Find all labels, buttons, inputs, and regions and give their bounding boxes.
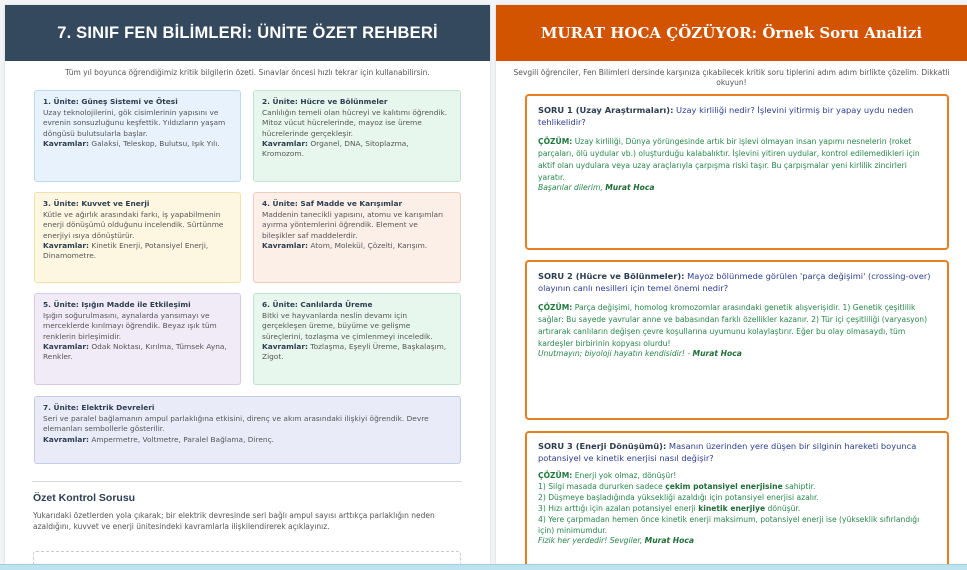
unit-title: 5. Ünite: Işığın Madde ile Etkileşimi [43,300,191,309]
unit-text: Işığın soğurulmasını, aynalarda yansımayı ve merceklerde kırılmayı öğrendik. Beyaz ışık tüm renklerin birleşimidir. [43,311,217,341]
signature: Başarılar dilerim, Murat Hoca [538,183,655,193]
unit-keywords: Kavramlar: Kinetik Enerji, Potansiyel Enerji, Dinamometre. [43,240,209,261]
example-solutions-panel [496,5,967,564]
unit-card-6 [253,293,461,385]
unit-text: Bitki ve hayvanlarda neslin devamı için gerçekleşen üreme, büyüme ve gelişme süreçlerini, tozlaşma ve çimlenmeyi inceledik. [262,311,433,341]
section-divider [32,481,462,482]
solution-text: ÇÖZÜM: Uzay kirliliği, Dünya yörüngesinde artık bir işlevi olmayan insan yapımı nesnelerin (roket parçaları, ölü uydular vb.) oluşturduğu kalabalıktır. İşlevini yitiren uydular, kontrol edilemedikleri için aktif olan uydulara veya uzay araçlarıyla çarpışma riski taşır. Bu çarpışmalar yeni kirlilik zincirleri yaratır. [538,137,920,182]
unit-keywords: Kavramlar: Atom, Molekül, Çözelti, Karışım. [262,240,428,250]
unit-card-7 [34,396,461,464]
question-box-1 [525,94,949,250]
question-box-2 [525,260,949,420]
unit-card-5 [34,293,241,385]
answer-area[interactable] [33,551,461,564]
example-solutions-title: MURAT HOCA ÇÖZÜYOR: Örnek Soru Analizi [496,5,967,61]
unit-card-4 [253,192,461,283]
unit-card-2 [253,90,461,182]
summary-guide-intro: Tüm yıl boyunca öğrendiğimiz kritik bilgilerin özeti. Sınavlar öncesi hızlı tekrar için kullanabilirsin. [65,68,430,77]
unit-keywords: Kavramlar: Galaksi, Teleskop, Bulutsu, Işık Yılı. [43,138,220,148]
unit-title: 4. Ünite: Saf Madde ve Karışımlar [262,199,403,208]
unit-keywords: Kavramlar: Odak Noktası, Kırılma, Tümsek Ayna, Renkler. [43,341,227,362]
unit-text: Kütle ve ağırlık arasındaki farkı, iş yapabilmenin enerji dönüşümü olduğunu incelendik. Sürtünme enerjiyi ısıya dönüştürür. [43,210,224,240]
summary-guide-title: 7. SINIF FEN BİLİMLERİ: ÜNİTE ÖZET REHBERİ [5,5,490,61]
unit-text: Maddenin tanecikli yapısını, atomu ve karışımları ayırma yöntemlerini öğrendik. Element ve bileşikler saf maddelerdir. [262,210,444,240]
unit-title: 7. Ünite: Elektrik Devreleri [43,403,155,412]
question-text: SORU 1 (Uzay Araştırmaları): Uzay kirliliği nedir? İşlevini yitirmiş bir yapay uydu neden tehlikelidir? [538,105,914,127]
control-question-text: Yukarıdaki özetlerden yola çıkarak; bir elektrik devresinde seri bağlı ampul sayısı arttıkça parlaklığın neden azaldığını, kuvvet ve enerji ünitesindeki kavramlarla ilişkilendirerek açıklayınız. [33,511,435,531]
control-question-title: Özet Kontrol Sorusu [33,492,136,504]
summary-guide-panel [5,5,490,564]
question-text: SORU 3 (Enerji Dönüşümü): Masanın üzerinden yere düşen bir silginin hareketi boyunca potansiyel ve kinetik enerjisi nasıl değişir? [538,441,917,463]
signature: Fizik her yerdedir! Sevgiler, Murat Hoca [538,536,694,546]
unit-text: Uzay teknolojilerini, gök cisimlerinin yapısını ve evrenin sonsuzluğunu keşfettik. Yıldızların yaşam döngüsü bulutsularla başlar. [43,108,226,138]
unit-text: Seri ve paralel bağlamanın ampul parlaklığına etkisini, direnç ve akım arasındaki ilişkiyi öğrendik. Devre elemanları sembollerle gösterilir. [43,414,429,434]
unit-title: 1. Ünite: Güneş Sistemi ve Ötesi [43,97,178,106]
unit-keywords: Kavramlar: Tozlaşma, Eşeyli Üreme, Başkalaşım, Zigot. [262,341,447,362]
unit-title: 3. Ünite: Kuvvet ve Enerji [43,199,150,208]
unit-title: 2. Ünite: Hücre ve Bölünmeler [262,97,388,106]
unit-card-3 [34,192,241,283]
question-text: SORU 2 (Hücre ve Bölünmeler): Mayoz bölünmede görülen 'parça değişimi' (crossing-over) olayının canlı nesilleri için temel önemi nedir? [538,271,931,293]
solution-text: ÇÖZÜM: Enerji yok olmaz, dönüşür! 1) Silgi masada dururken sadece çekim potansiyel enerjisine sahiptir. 2) Düşmeye başladığında yüksekliği azaldığı için potansiyel enerjisi azalır. 3) Hızı arttığı için azalan potansiyel enerji kinetik enerjiye dönüşür. 4) Yere çarpmadan hemen önce kinetik enerji maksimum, potansiyel enerji ise (yükseklik sıfırlandığı için) minimumdur. [538,471,920,536]
example-solutions-intro: Sevgili öğrenciler, Fen Bilimleri dersinde karşınıza çıkabilecek kritik soru tiplerini adım adım birlikte çözelim. Dikkatli okuyun! [513,68,950,88]
solution-text: ÇÖZÜM: Parça değişimi, homolog kromozomlar arasındaki genetik alışverişidir. 1) Genetik çeşitlilik sağlar: Bu sayede yavrular anne ve babasından farklı özellikler kazanır. 2) Tür içi çeşitliliği (varyasyon) artırarak canlıların değişen çevre koşullarına uyumunu kolaylaştırır. Eğer bu olay olmasaydı, tüm kardeşler birbirinin kopyası olurdu! [538,303,928,348]
signature: Unutmayın; biyoloji hayatın kendisidir! - Murat Hoca [538,349,742,359]
window-bottom-edge [0,564,967,570]
unit-title: 6. Ünite: Canlılarda Üreme [262,300,373,309]
unit-keywords: Kavramlar: Organel, DNA, Sitoplazma, Kromozom. [262,138,409,159]
unit-text: Canlılığın temeli olan hücreyi ve kalıtımı öğrendik. Mitoz vücut hücrelerinde, mayoz ise üreme hücrelerinde gerçekleşir. [262,108,448,138]
unit-keywords: Kavramlar: Ampermetre, Voltmetre, Paralel Bağlama, Direnç. [43,434,275,444]
unit-card-1 [34,90,241,182]
question-box-3 [525,431,949,564]
